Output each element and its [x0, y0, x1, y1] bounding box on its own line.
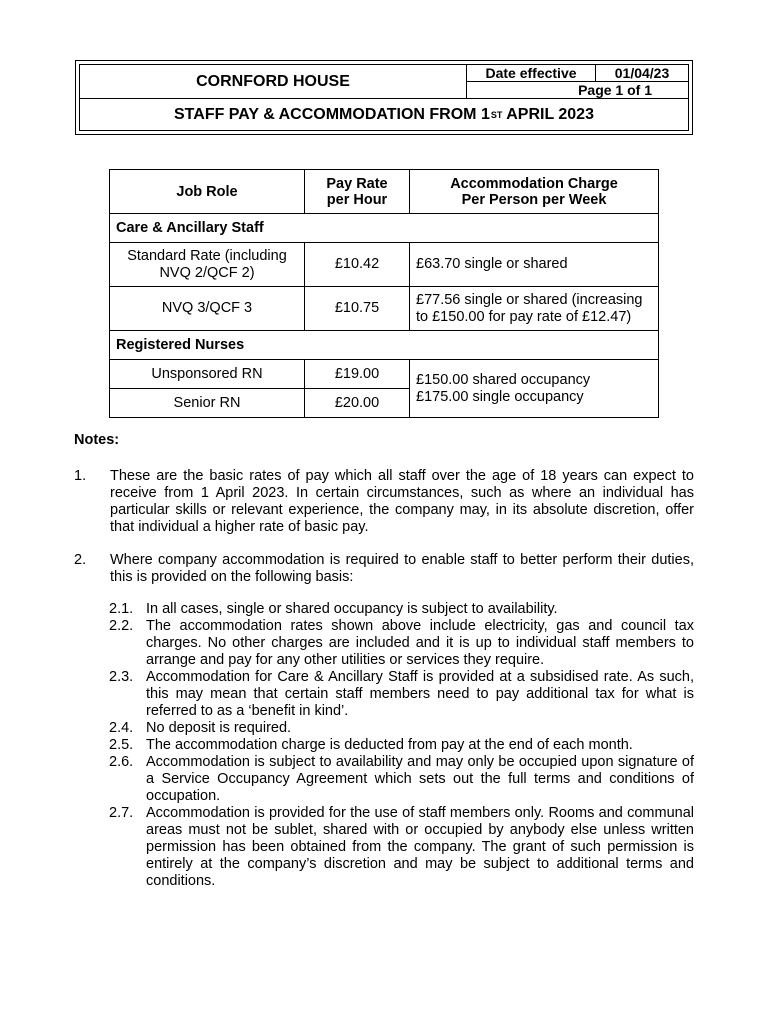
- role-cell: NVQ 3/QCF 3: [110, 287, 305, 331]
- table-row: [110, 360, 659, 389]
- section-nurses-label: Registered Nurses: [110, 331, 659, 360]
- header-inner-border: [79, 64, 689, 131]
- subnotes-list: [109, 601, 694, 890]
- rn-accom-line2: £175.00 single occupancy: [416, 388, 584, 405]
- pay-rates-table: [109, 169, 659, 418]
- subnote-text: The accommodation charge is deducted from pay at the end of each month.: [146, 737, 633, 753]
- table-row: [110, 243, 659, 287]
- header-meta: [466, 65, 688, 98]
- section-care-label: Care & Ancillary Staff: [110, 214, 659, 243]
- subnote-text: Accommodation for Care & Ancillary Staff is provided at a subsidised rate. As such, this may mean that certain staff members need to pay additional tax for what is referred to as a ‘benefit in kind’.: [146, 669, 694, 719]
- subnote-item: [109, 669, 694, 720]
- notes-heading: Notes:: [74, 432, 120, 448]
- subnote-number: 2.1.: [109, 601, 134, 617]
- section-row-care: [110, 214, 659, 243]
- date-effective-value: 01/04/23: [595, 65, 688, 81]
- date-effective-row: [467, 65, 688, 82]
- subnote-number: 2.5.: [109, 737, 134, 753]
- note-item: [74, 468, 694, 538]
- subnote-text: Accommodation is provided for the use of staff members only. Rooms and communal areas must not be sublet, shared with or occupied by anybody else unless written permission has been obtained from the company. The grant of such permission is entirely at the company’s discretion and may be subject to additional terms and conditions.: [146, 805, 694, 889]
- accom-cell: £63.70 single or shared: [410, 243, 659, 287]
- subtitle-after: APRIL 2023: [502, 105, 594, 123]
- section-row-nurses: [110, 331, 659, 360]
- date-effective-label: Date effective: [485, 65, 577, 81]
- pay-cell: £10.75: [305, 287, 410, 331]
- subnote-number: 2.3.: [109, 669, 134, 685]
- table-row: [110, 287, 659, 331]
- document-subtitle: STAFF PAY & ACCOMMODATION FROM 1 ST APRIL 2023: [174, 105, 594, 123]
- rn-accom-cell: [410, 360, 659, 418]
- note-text: These are the basic rates of pay which all staff over the age of 18 years can expect to receive from 1 April 2023. In certain circumstances, such as where an individual has particular skills or relevant experience, the company may, in its absolute discretion, offer that individual a higher rate of basic pay.: [110, 468, 694, 535]
- subnote-item: [109, 618, 694, 669]
- document-header: [75, 60, 693, 135]
- subnote-item: [109, 737, 694, 754]
- note-number: 1.: [74, 468, 87, 484]
- role-cell: Unsponsored RN: [110, 360, 305, 389]
- pay-cell: £10.42: [305, 243, 410, 287]
- note-item: [74, 552, 694, 588]
- subnote-item: [109, 805, 694, 890]
- role-cell: Senior RN: [110, 389, 305, 418]
- note-number: 2.: [74, 552, 87, 568]
- subnote-item: [109, 720, 694, 737]
- subnote-text: In all cases, single or shared occupancy is subject to availability.: [146, 601, 558, 617]
- subnote-number: 2.6.: [109, 754, 134, 770]
- subnote-text: The accommodation rates shown above include electricity, gas and council tax charges. No other charges are included and it is up to individual staff members to arrange and pay for any other utilities or services they require.: [146, 618, 694, 668]
- subnote-number: 2.7.: [109, 805, 134, 821]
- rn-accom-line1: £150.00 shared occupancy: [416, 371, 591, 388]
- col-header-pay-rate: Pay Rate per Hour: [305, 170, 410, 214]
- subtitle-before: STAFF PAY & ACCOMMODATION FROM 1: [174, 105, 490, 123]
- pay-cell: £20.00: [305, 389, 410, 418]
- accom-cell: £77.56 single or shared (increasing to £150.00 for pay rate of £12.47): [410, 287, 659, 331]
- subnote-text: Accommodation is subject to availability and may only be occupied upon signature of a Service Occupancy Agreement which sets out the full terms and conditions of occupation.: [146, 754, 694, 804]
- subnote-text: No deposit is required.: [146, 720, 292, 736]
- subnote-item: [109, 601, 694, 618]
- subnote-number: 2.2.: [109, 618, 134, 634]
- company-title: CORNFORD HOUSE: [196, 72, 350, 90]
- col-header-accommodation: Accommodation Charge Per Person per Week: [410, 170, 659, 214]
- col-header-job-role: Job Role: [110, 170, 305, 214]
- page-info: Page 1 of 1: [578, 82, 652, 98]
- pay-cell: £19.00: [305, 360, 410, 389]
- subnote-item: [109, 754, 694, 805]
- note-text: Where company accommodation is required to enable staff to better perform their duties, this is provided on the following basis:: [110, 552, 694, 585]
- role-cell: Standard Rate (including NVQ 2/QCF 2): [110, 243, 305, 287]
- subnote-number: 2.4.: [109, 720, 134, 736]
- table-header-row: [110, 170, 659, 214]
